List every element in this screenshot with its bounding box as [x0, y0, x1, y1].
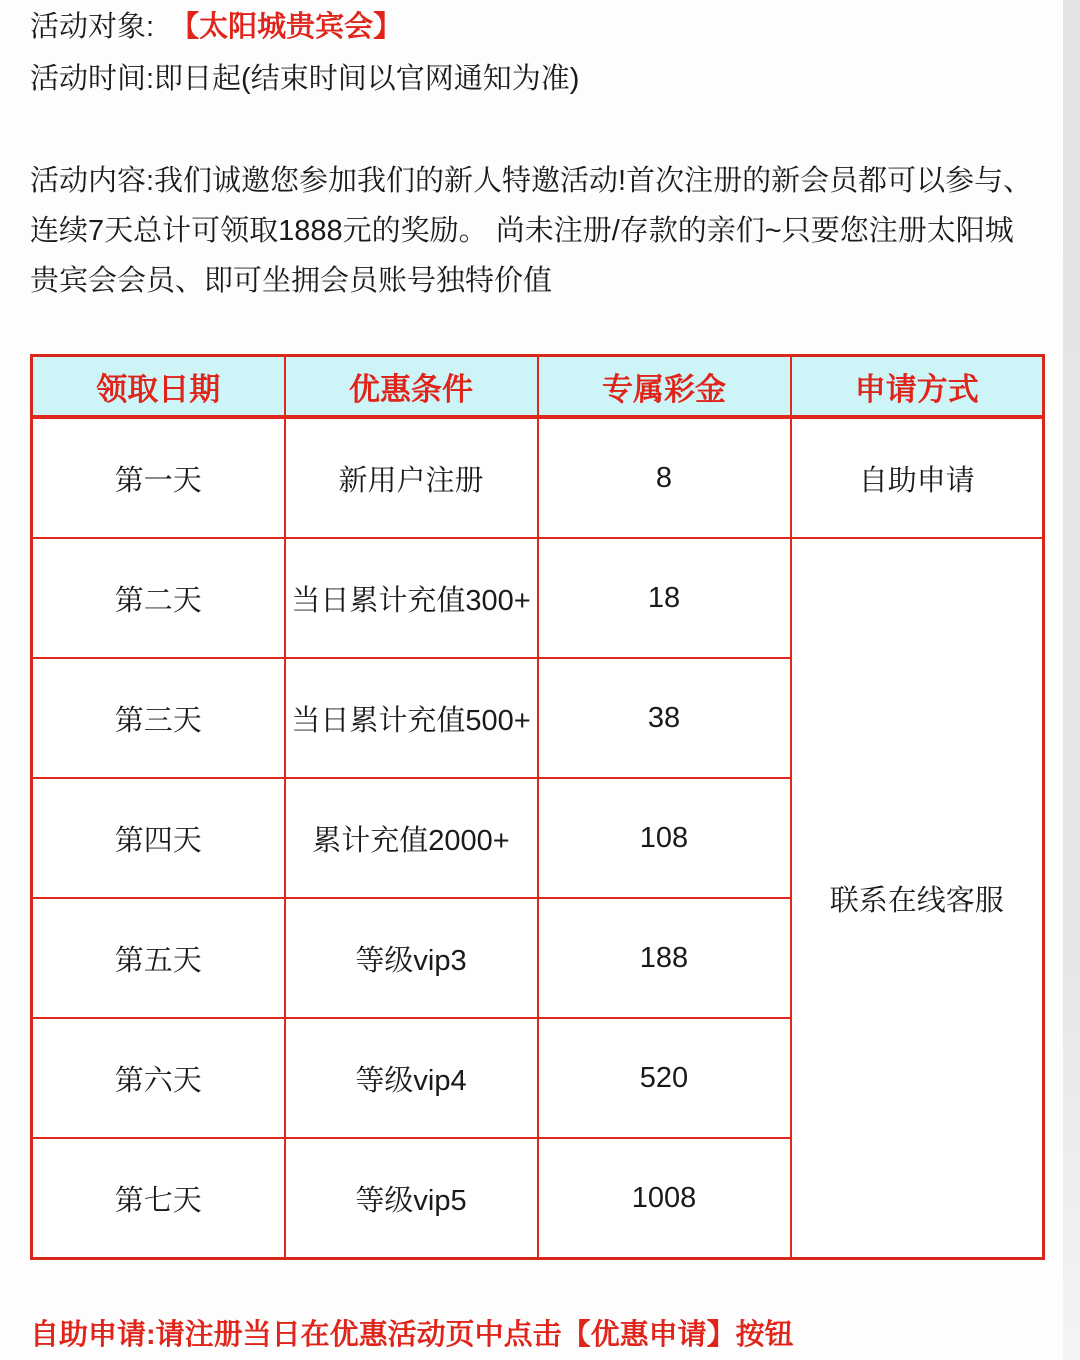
table-header-row — [32, 356, 1044, 418]
cell-condition: 等级vip4 — [285, 1018, 538, 1138]
cell-bonus: 520 — [538, 1018, 791, 1138]
cell-day: 第六天 — [32, 1018, 285, 1138]
cell-day: 第一天 — [32, 417, 285, 538]
cell-condition: 等级vip3 — [285, 898, 538, 1018]
col-header-apply-method: 申请方式 — [791, 356, 1044, 418]
reward-table — [30, 354, 1045, 1260]
cell-day: 第四天 — [32, 778, 285, 898]
cell-day: 第五天 — [32, 898, 285, 1018]
activity-target-line — [30, 6, 1045, 48]
cell-bonus: 188 — [538, 898, 791, 1018]
cell-condition: 当日累计充值300+ — [285, 538, 538, 658]
cell-method: 自助申请 — [791, 417, 1044, 538]
cell-condition: 等级vip5 — [285, 1138, 538, 1259]
activity-target-label: 活动对象: — [30, 11, 155, 43]
col-header-bonus: 专属彩金 — [538, 356, 791, 418]
cell-condition: 累计充值2000+ — [285, 778, 538, 898]
col-header-condition: 优惠条件 — [285, 356, 538, 418]
cell-condition: 新用户注册 — [285, 417, 538, 538]
cell-bonus: 18 — [538, 538, 791, 658]
cell-bonus: 108 — [538, 778, 791, 898]
cell-day: 第七天 — [32, 1138, 285, 1259]
activity-target-value: 【太阳城贵宾会】 — [170, 11, 403, 43]
activity-description: 活动内容:我们诚邀您参加我们的新人特邀活动!首次注册的新会员都可以参与、连续7天总计可领取1888元的奖励。 尚未注册/存款的亲们~只要您注册太阳城贵宾会会员、即可坐拥会员账号独特价值 — [30, 165, 1033, 297]
cell-day: 第三天 — [32, 658, 285, 778]
cell-condition: 当日累计充值500+ — [285, 658, 538, 778]
activity-time-line: 活动时间:即日起(结束时间以官网通知为准) — [30, 63, 580, 95]
cell-bonus: 1008 — [538, 1138, 791, 1259]
cell-method-merged: 联系在线客服 — [791, 538, 1044, 1259]
scrollbar-track[interactable] — [1063, 0, 1080, 1360]
cell-bonus: 8 — [538, 417, 791, 538]
cell-bonus: 38 — [538, 658, 791, 778]
self-apply-note: 自助申请:请注册当日在优惠活动页中点击【优惠申请】按钮 — [30, 1319, 794, 1351]
col-header-claim-date: 领取日期 — [32, 356, 285, 418]
table-row — [32, 538, 1044, 658]
table-row — [32, 417, 1044, 538]
cell-day: 第二天 — [32, 538, 285, 658]
